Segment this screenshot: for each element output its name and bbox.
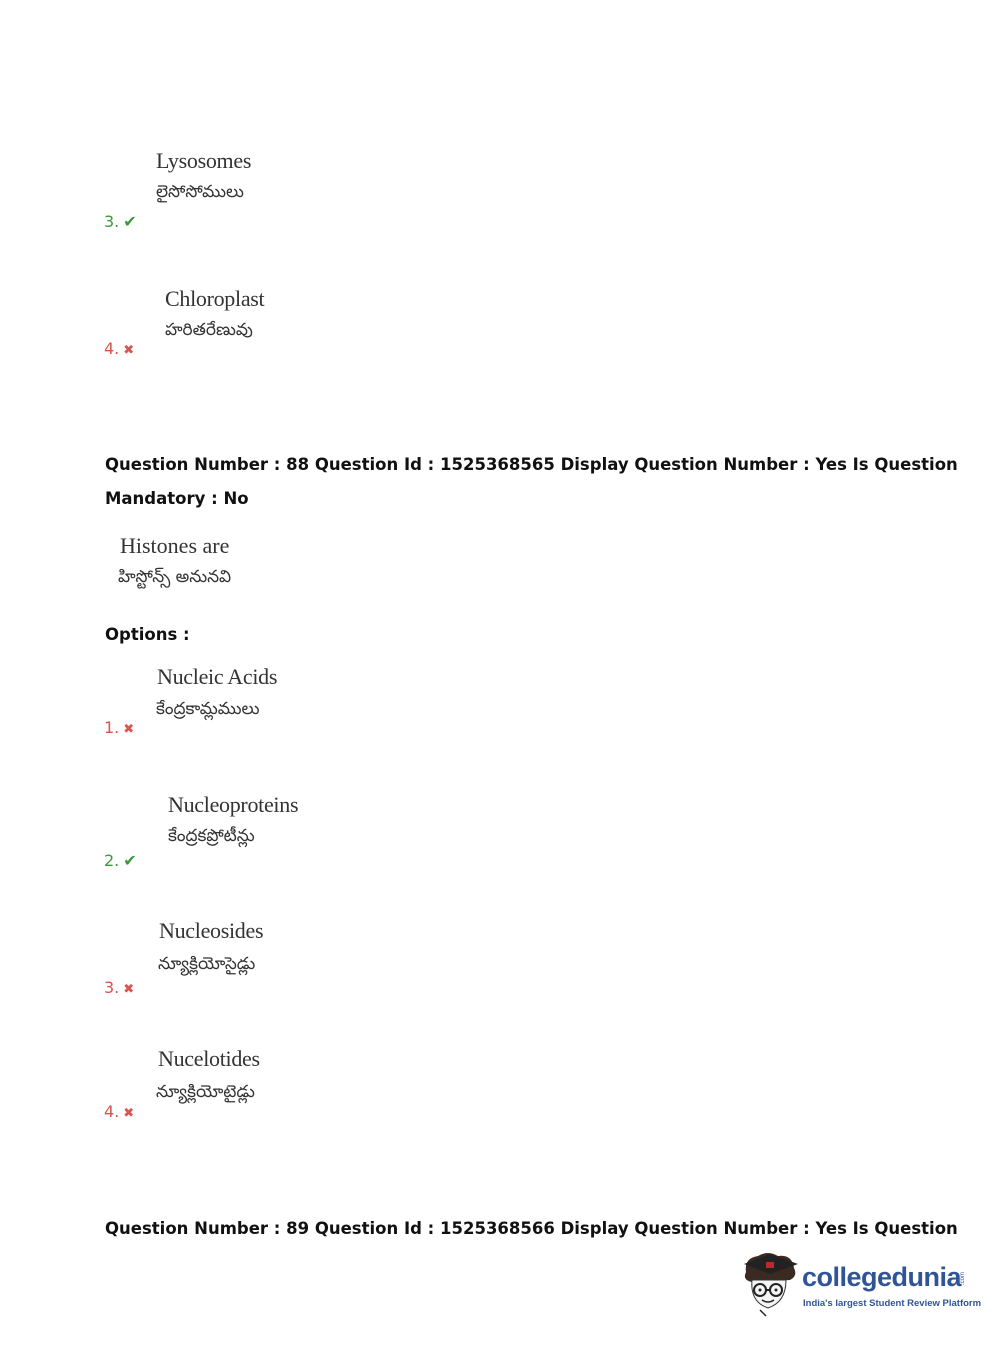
- option-3-number: 3. ✔: [104, 212, 137, 231]
- q88-option-4-number: 4. ✖: [104, 1102, 135, 1121]
- q88-option-2-english: Nucleoproteins: [168, 792, 299, 817]
- logo-name: collegedunia: [802, 1262, 962, 1292]
- q88-option-1-number: 1. ✖: [104, 718, 135, 737]
- cross-icon: ✖: [123, 343, 135, 358]
- question-88-mandatory: Mandatory : No: [105, 489, 249, 508]
- option-4-english: Chloroplast: [165, 286, 265, 311]
- logo-suffix: .com: [960, 1272, 966, 1286]
- options-label: Options :: [105, 625, 190, 644]
- question-89-header: Question Number : 89 Question Id : 1525368566 Display Question Number : Yes Is Question: [105, 1219, 958, 1238]
- q88-option-2-telugu: కేంద్రకప్రోటీన్లు: [168, 826, 255, 846]
- q88-option-3-number: 3. ✖: [104, 978, 135, 997]
- option-4-number: 4. ✖: [104, 339, 135, 358]
- logo-tagline: India's largest Student Review Platform: [803, 1298, 982, 1309]
- mascot-icon: [740, 1250, 802, 1320]
- question-88-stem-telugu: హిస్టోన్స్ అనునవి: [118, 567, 232, 587]
- option-4-telugu: హరితరేణువు: [165, 320, 253, 340]
- cross-icon: ✖: [123, 1106, 135, 1121]
- q88-option-1-english: Nucleic Acids: [157, 664, 278, 689]
- check-icon: ✔: [123, 851, 137, 870]
- q88-option-2-number: 2. ✔: [104, 851, 137, 870]
- q88-option-1-telugu: కేంద్రకామ్లములు: [156, 699, 260, 719]
- q88-option-3-telugu: న్యూక్లియోసైడ్లు: [158, 954, 256, 974]
- option-3-telugu: లైసోసోములు: [156, 182, 244, 202]
- option-3-english: Lysosomes: [156, 148, 252, 173]
- question-88-header: Question Number : 88 Question Id : 1525368565 Display Question Number : Yes Is Question: [105, 455, 958, 474]
- question-88-stem-english: Histones are: [120, 533, 230, 558]
- q88-option-4-telugu: న్యూక్లియోటైడ్లు: [156, 1082, 255, 1102]
- cross-icon: ✖: [123, 982, 135, 997]
- collegedunia-logo: [740, 1250, 982, 1320]
- check-icon: ✔: [123, 212, 137, 231]
- q88-option-4-english: Nucelotides: [158, 1046, 260, 1071]
- q88-option-3-english: Nucleosides: [159, 918, 264, 943]
- cross-icon: ✖: [123, 722, 135, 737]
